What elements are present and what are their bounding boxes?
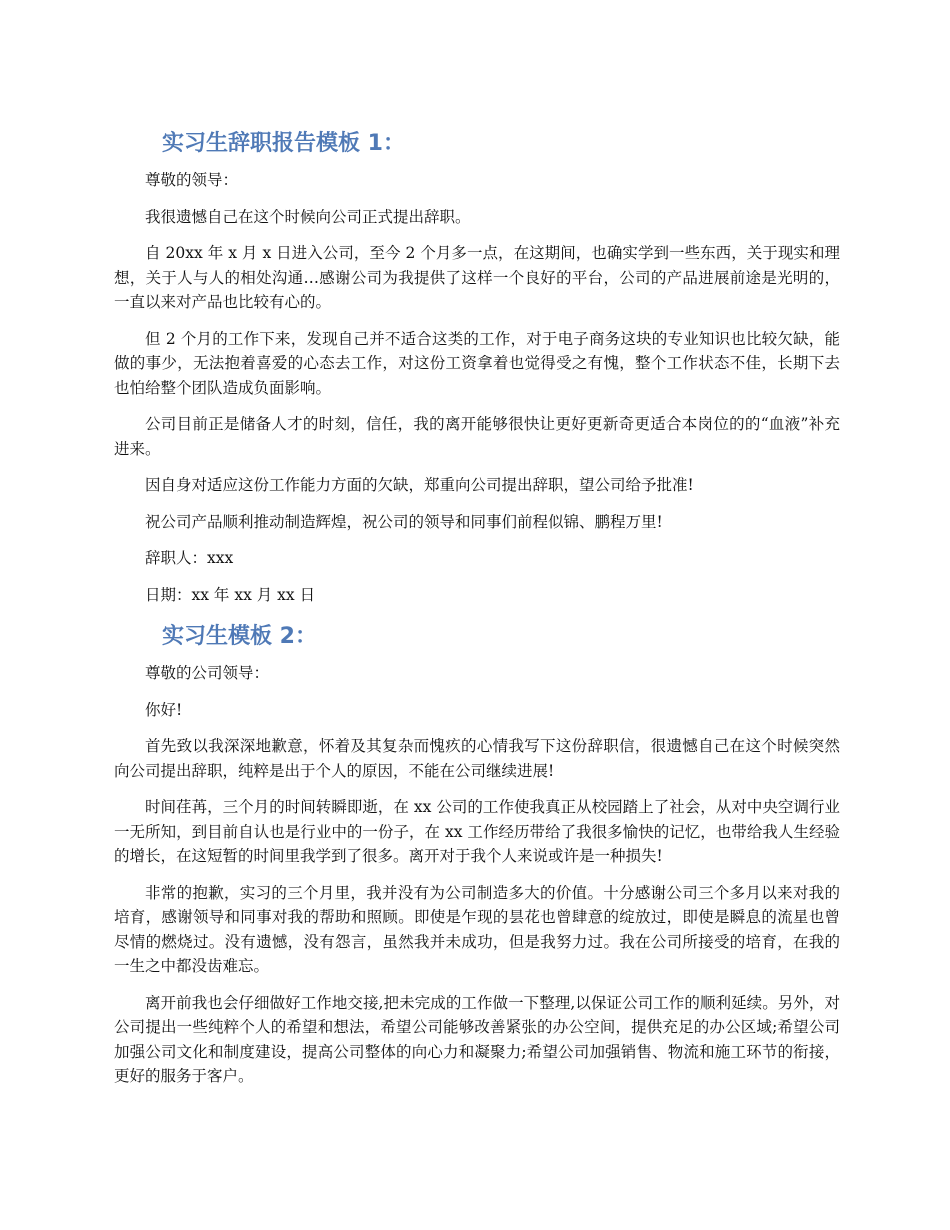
- section-2-heading: 实习生模板 2：: [162, 624, 317, 649]
- section-1-paragraph: 祝公司产品顺利推动制造辉煌，祝公司的领导和同事们前程似锦、鹏程万里!: [145, 512, 663, 531]
- section-2-paragraph: 非常的抱歉，实习的三个月里，我并没有为公司制造多大的价值。十分感谢公司三个多月以来对我的培育，感谢领导和同事对我的帮助和照顾。即使是乍现的昙花也曾肆意的绽放过，即使是瞬息的流星也曾尽情的燃烧过。没有遗憾，没有怨言，虽然我并未成功，但是我努力过。我在公司所接受的培育，在我的一生之中都没齿难忘。: [114, 883, 840, 975]
- section-2-greeting: 你好!: [145, 700, 183, 719]
- section-2-paragraph: 首先致以我深深地歉意，怀着及其复杂而愧疚的心情我写下这份辞职信，很遗憾自己在这个时候突然向公司提出辞职，纯粹是出于个人的原因，不能在公司继续进展!: [114, 737, 840, 780]
- section-1-heading: 实习生辞职报告模板 1：: [162, 131, 405, 156]
- section-1-paragraph: 但 2 个月的工作下来，发现自己并不适合这类的工作，对于电子商务这块的专业知识也比较欠缺，能做的事少，无法抱着喜爱的心态去工作，对这份工资拿着也觉得受之有愧，整个工作状态不佳，长期下去也怕给整个团队造成负面影响。: [114, 329, 840, 397]
- section-1-paragraph: 公司目前正是储备人才的时刻，信任，我的离开能够很快让更好更新奇更适合本岗位的的“血液”补充进来。: [114, 415, 840, 458]
- section-1-signer: 辞职人：xxx: [145, 549, 234, 567]
- section-1-salutation: 尊敬的领导：: [145, 171, 239, 189]
- section-1-paragraph: 自 20xx 年 x 月 x 日进入公司，至今 2 个月多一点，在这期间，也确实学到一些东西，关于现实和理想，关于人与人的相处沟通…感谢公司为我提供了这样一个良好的平台，公司的产品进展前途是光明的，一直以来对产品也比较有心的。: [114, 244, 840, 311]
- section-2-paragraph: 时间荏苒，三个月的时间转瞬即逝，在 xx 公司的工作使我真正从校园踏上了社会，从对中央空调行业一无所知，到目前自认也是行业中的一份子，在 xx 工作经历带给了我很多愉快的记忆，也带给我人生经验的增长，在这短暂的时间里我学到了很多。离开对于我个人来说或许是一种损失!: [114, 798, 840, 865]
- section-1-paragraph: 我很遗憾自己在这个时候向公司正式提出辞职。: [145, 207, 471, 226]
- section-1-paragraph: 因自身对适应这份工作能力方面的欠缺，郑重向公司提出辞职，望公司给予批准!: [145, 476, 694, 494]
- section-2-salutation: 尊敬的公司领导：: [145, 664, 270, 682]
- section-1-date: 日期：xx 年 xx 月 xx 日: [145, 585, 316, 604]
- document-body: [114, 126, 840, 1101]
- section-2-paragraph: 离开前我也会仔细做好工作地交接,把未完成的工作做一下整理,以保证公司工作的顺利延续。另外，对公司提出一些纯粹个人的希望和想法，希望公司能够改善紧张的办公空间，提供充足的办公区域;希望公司加强公司文化和制度建设，提高公司整体的向心力和凝聚力;希望公司加强销售、物流和施工环节的衔接，更好的服务于客户。: [114, 993, 840, 1085]
